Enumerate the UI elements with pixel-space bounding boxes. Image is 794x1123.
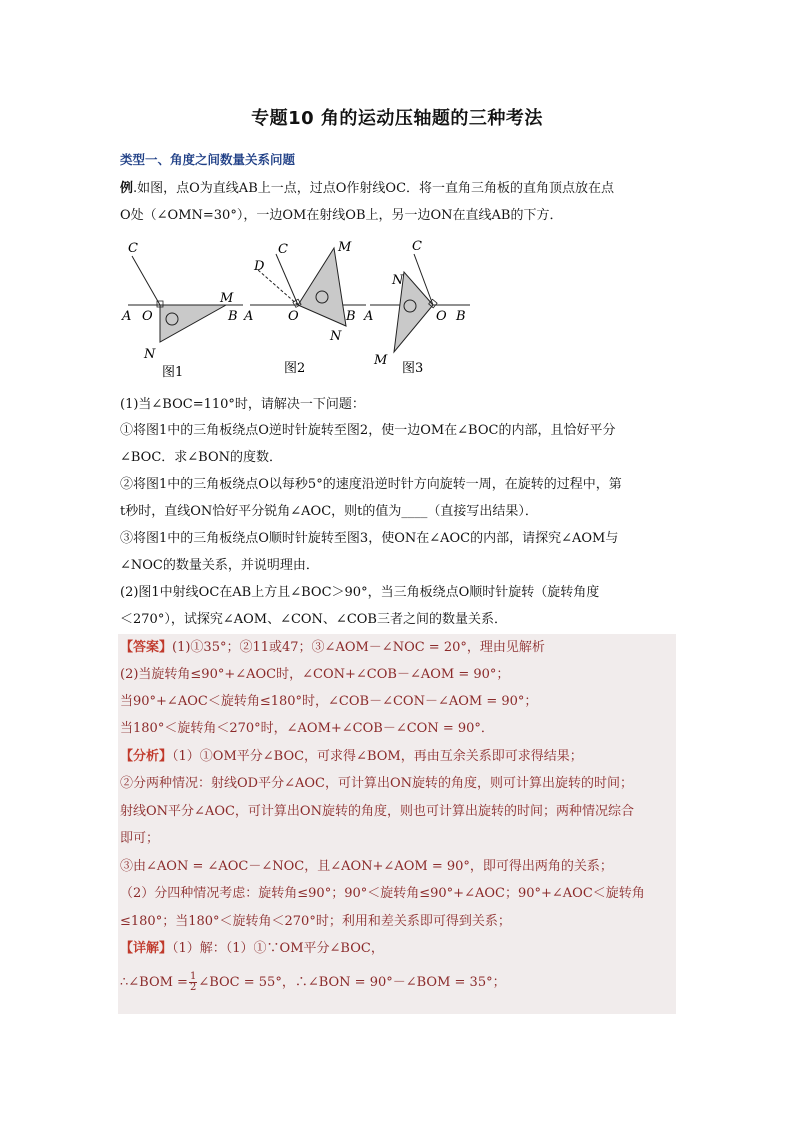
question-1c-line1: ③将图1中的三角板绕点O顺时针旋转至图3，使ON在∠AOC的内部，请探究∠AOM与 — [120, 531, 619, 546]
question-1b-line1: ②将图1中的三角板绕点O以每秒5°的速度沿逆时针方向旋转一周，在旋转的过程中，第 — [120, 477, 622, 492]
fig2-label-d: D — [254, 259, 265, 274]
fig2-label-a: A — [244, 309, 254, 324]
answer-line-2: (2)当旋转角≤90°+∠AOC时，∠CON+∠COB－∠AOM = 90°； — [120, 667, 510, 682]
fig3-label-c: C — [412, 239, 422, 254]
analysis-line-5: ③由∠AON = ∠AOC－∠NOC，且∠AON+∠AOM = 90°，即可得出两角的关系； — [120, 859, 613, 874]
analysis-line-6: （2）分四种情况考虑：旋转角≤90°；90°＜旋转角≤90°+∠AOC；90°+∠AOC＜旋转角 — [120, 886, 645, 901]
fig3-label-a: A — [364, 309, 374, 324]
section-heading: 类型一、角度之间数量关系问题 — [120, 152, 296, 167]
answer-line-3: 当90°+∠AOC＜旋转角≤180°时，∠COB－∠CON－∠AOM = 90°； — [120, 694, 538, 709]
analysis-line-7: ≤180°；当180°＜旋转角＜270°时；利用和差关系即可得到关系； — [120, 914, 511, 929]
fig3-caption: 图3 — [402, 361, 424, 376]
fig1-label-a: A — [122, 309, 132, 324]
detail-line-2: ∴∠BOM = $\frac{1}{2}$ ∠BOC = 55°，∴∠BON = 90°－∠BOM = 35°； — [120, 971, 506, 993]
analysis-line-2: ②分两种情况：射线OD平分∠AOC，可计算出ON旋转的角度，则可计算出旋转的时间； — [120, 776, 633, 791]
detail-tag: 【详解】 — [120, 941, 173, 956]
fig1-label-b: B — [228, 309, 238, 324]
question-1c-line2: ∠NOC的数量关系，并说明理由． — [120, 558, 319, 573]
analysis-line-1: 【分析】（1）①OM平分∠BOC，可求得∠BOM，再由互余关系即可求得结果； — [120, 749, 583, 764]
fig3-label-m: M — [374, 353, 388, 368]
example-label: 例 — [120, 181, 134, 196]
question-2-line2: ＜270°），试探究∠AOM、∠CON、∠COB三者之间的数量关系． — [120, 612, 507, 627]
figure-3 — [363, 239, 470, 376]
fig1-label-n: N — [144, 347, 156, 362]
answer-tag: 【答案】 — [120, 640, 173, 655]
fig1-label-o: O — [142, 309, 153, 324]
fig3-label-o: O — [436, 309, 447, 324]
fig2-label-n: N — [330, 329, 342, 344]
fraction-one-half: $\frac{1}{2}$ — [189, 971, 197, 993]
problem-intro-line2: O处（∠OMN=30°），一边OM在射线OB上，另一边ON在直线AB的下方． — [120, 208, 563, 223]
fig2-caption: 图2 — [284, 361, 306, 376]
question-1a-line2: ∠BOC．求∠BON的度数． — [120, 450, 283, 465]
fig2-label-o: O — [288, 309, 299, 324]
question-1: (1)当∠BOC=110°时，请解决一下问题： — [120, 397, 365, 412]
detail-line-1: 【详解】（1）解：（1）①∵OM平分∠BOC， — [120, 941, 384, 956]
fig1-label-m: M — [220, 291, 234, 306]
fig2-label-b: B — [346, 309, 356, 324]
answer-line-1: 【答案】(1)①35°；②11或47；③∠AOM－∠NOC = 20°，理由见解析 — [120, 640, 545, 655]
figure-1 — [121, 241, 243, 380]
fig2-label-m: M — [338, 240, 352, 255]
question-2-line1: (2)图1中射线OC在AB上方且∠BOC＞90°，当三角板绕点O顺时针旋转（旋转角度 — [120, 585, 600, 600]
page-title: 专题10 角的运动压轴题的三种考法 — [251, 108, 543, 129]
fig2-label-c: C — [278, 242, 288, 257]
fig1-caption: 图1 — [162, 365, 184, 380]
analysis-line-3: 射线ON平分∠AOC，可计算出ON旋转的角度，则也可计算出旋转的时间；两种情况综合 — [120, 804, 634, 819]
fig1-label-c: C — [128, 241, 138, 256]
figure-2 — [243, 240, 366, 376]
analysis-line-4: 即可； — [120, 831, 160, 846]
question-1a-line1: ①将图1中的三角板绕点O逆时针旋转至图2，使一边OM在∠BOC的内部，且恰好平分 — [120, 423, 616, 438]
answer-line-4: 当180°＜旋转角＜270°时，∠AOM+∠COB－∠CON = 90°． — [120, 721, 494, 736]
problem-intro-line1: 例.如图，点O为直线AB上一点，过点O作射线OC．将一直角三角板的直角顶点放在点 — [120, 181, 615, 196]
fig3-label-b: B — [456, 309, 466, 324]
figures-diagram — [118, 234, 488, 384]
analysis-tag: 【分析】 — [120, 749, 173, 764]
question-1b-line2: t秒时，直线ON恰好平分锐角∠AOC，则t的值为____（直接写出结果）． — [120, 504, 538, 519]
fig3-label-n: N — [392, 273, 404, 288]
answer-panel — [118, 634, 676, 1014]
